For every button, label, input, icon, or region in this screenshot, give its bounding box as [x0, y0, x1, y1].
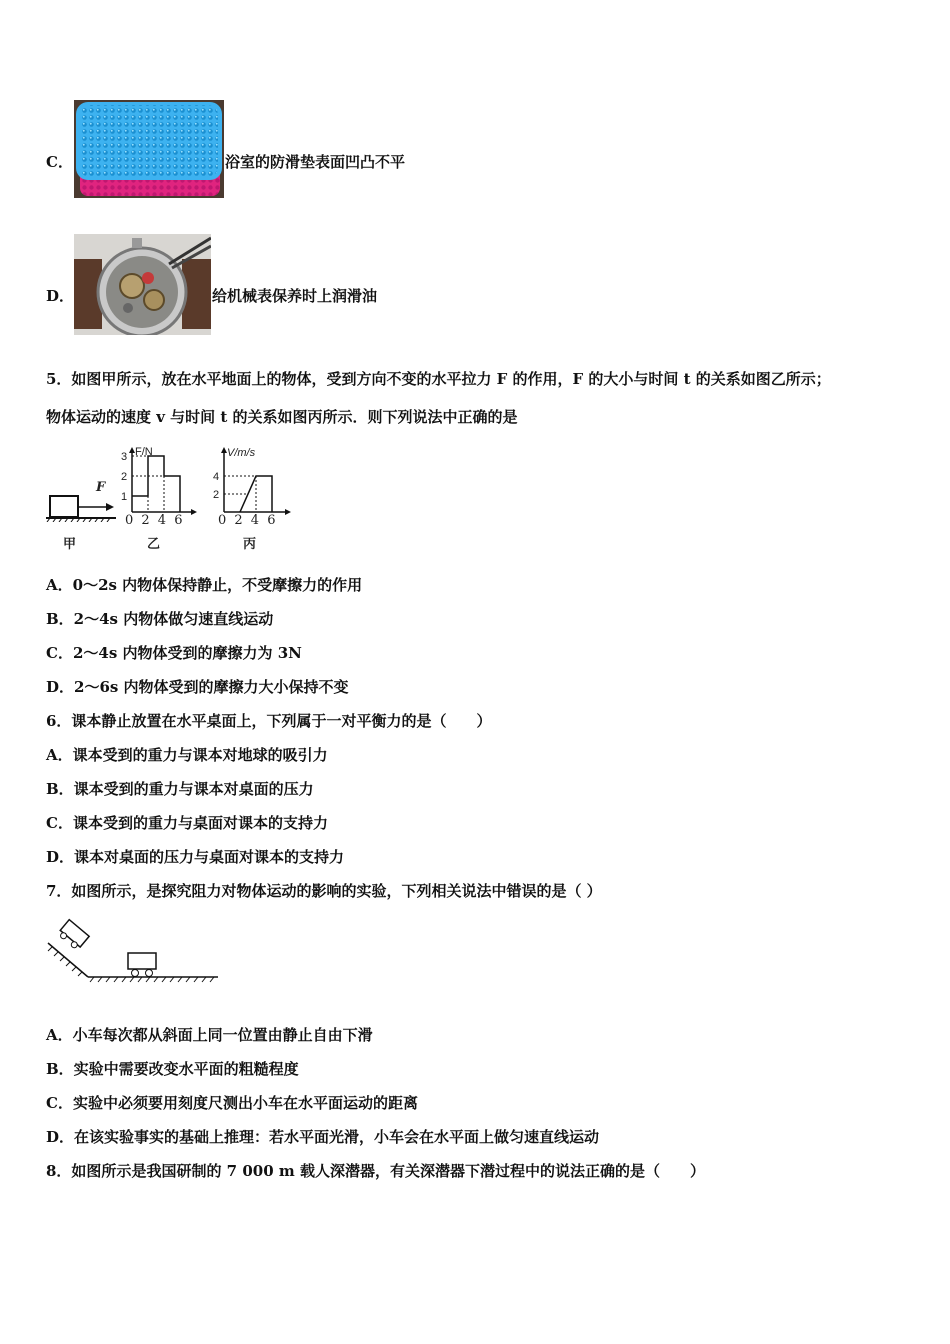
q5-stem-line-1: 5．如图甲所示，放在水平地面上的物体，受到方向不变的水平拉力 F 的作用，F 的大小与时间 t 的关系如图乙所示； [46, 370, 831, 388]
q7-option-d: D．在该实验事实的基础上推理：若水平面光滑，小车会在水平面上做匀速直线运动 [46, 1128, 600, 1146]
figure-yi-caption: 乙 [147, 537, 161, 552]
q4-option-c-letter: C． [46, 153, 73, 171]
block [50, 496, 78, 517]
q5-stem-line-2: 物体运动的速度 v 与时间 t 的关系如图丙所示．则下列说法中正确的是 [46, 408, 518, 426]
figure-bing-velocity-time-graph [210, 446, 294, 518]
q7-option-b: B．实验中需要改变水平面的粗糙程度 [46, 1060, 299, 1078]
yi-y-tick-2: 2 [121, 471, 128, 483]
incline [48, 943, 88, 977]
q5-option-c: C．2～4s 内物体受到的摩擦力为 3N [46, 644, 302, 662]
q5-option-d: D．2～6s 内物体受到的摩擦力大小保持不变 [46, 678, 349, 696]
q6-option-a: A．课本受到的重力与课本对地球的吸引力 [46, 746, 328, 764]
figure-bing-caption: 丙 [243, 537, 257, 552]
force-f-label: F [96, 480, 106, 495]
inclined-plane-cart-diagram [44, 915, 224, 987]
q4-option-d-text: 给机械表保养时上润滑油 [212, 287, 378, 305]
force-curve [132, 456, 180, 512]
q8-stem: 8．如图所示是我国研制的 7 000 m 载人深潜器，有关深潜器下潜过程中的说法正确的是（ ） [46, 1162, 705, 1180]
cart-on-incline [57, 920, 89, 951]
q5-option-b: B．2～4s 内物体做匀速直线运动 [46, 610, 274, 628]
bing-y-tick-2: 2 [213, 489, 220, 501]
q6-option-b: B．课本受到的重力与课本对桌面的压力 [46, 780, 314, 798]
q6-stem: 6．课本静止放置在水平桌面上，下列属于一对平衡力的是（ ） [46, 712, 492, 730]
q6-option-c: C．课本受到的重力与桌面对课本的支持力 [46, 814, 328, 832]
mechanical-watch-image [74, 234, 211, 335]
bing-y-label: V/m/s [227, 447, 256, 459]
yi-y-label: F/N [135, 446, 153, 458]
cart-on-surface [128, 953, 156, 977]
q6-option-d: D．课本对桌面的压力与桌面对课本的支持力 [46, 848, 345, 866]
q4-option-d-letter: D． [46, 287, 75, 305]
q7-stem: 7．如图所示，是探究阻力对物体运动的影响的实验，下列相关说法中错误的是（ ） [46, 882, 602, 900]
figure-yi-force-time-graph [118, 446, 198, 518]
q7-option-c: C．实验中必须要用刻度尺测出小车在水平面运动的距离 [46, 1094, 418, 1112]
q5-option-a: A．0～2s 内物体保持静止，不受摩擦力的作用 [46, 576, 363, 594]
bing-y-tick-4: 4 [213, 471, 220, 483]
figure-jia-block-diagram [44, 478, 118, 522]
yi-x-ticks: 0 2 4 6 [125, 513, 185, 528]
q7-option-a: A．小车每次都从斜面上同一位置由静止自由下滑 [46, 1026, 373, 1044]
figure-jia-caption: 甲 [63, 537, 77, 552]
bing-x-ticks: 0 2 4 6 [218, 513, 278, 528]
force-arrowhead [106, 503, 114, 511]
yi-y-tick-1: 1 [121, 491, 128, 503]
anti-slip-mat-image [74, 100, 224, 198]
yi-y-tick-3: 3 [121, 451, 128, 463]
q4-option-c-text: 浴室的防滑垫表面凹凸不平 [225, 153, 406, 171]
